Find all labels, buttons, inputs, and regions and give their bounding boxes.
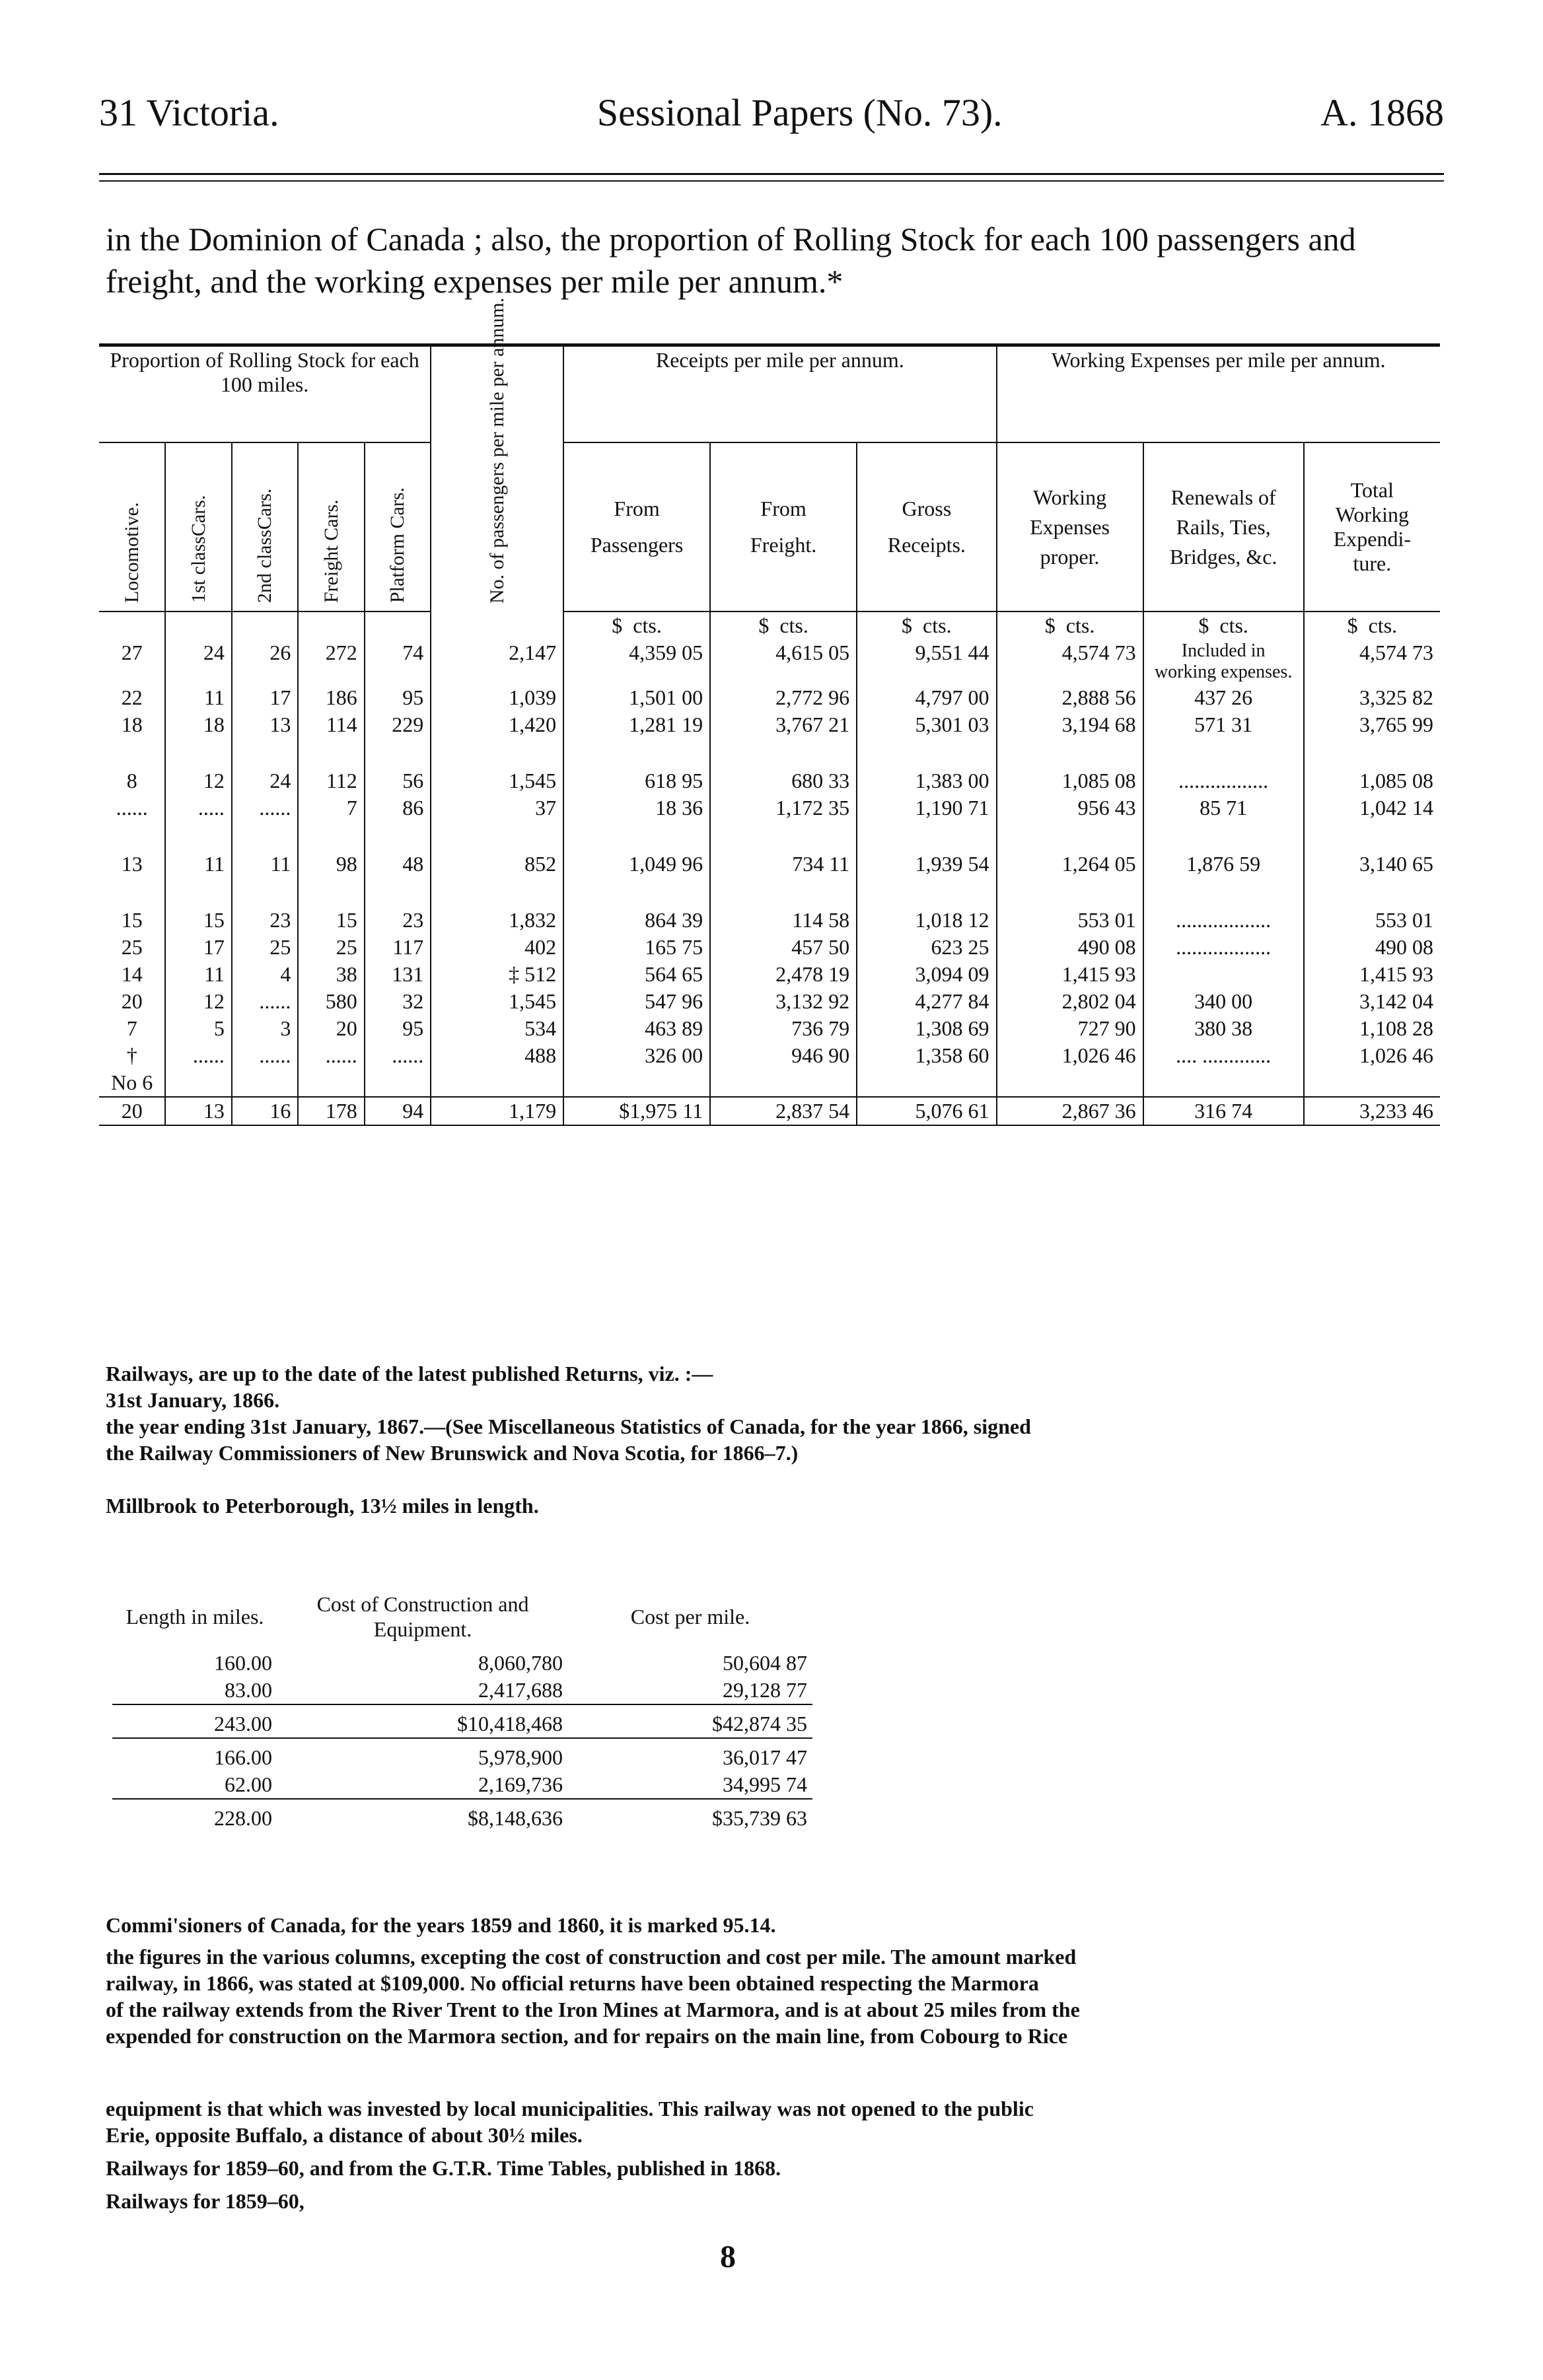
table-row — [99, 851, 1440, 878]
cell-second: ...... — [232, 988, 298, 1015]
col-platform-cars-label: Platform Cars. — [386, 487, 408, 603]
cell-fp: 618 95 — [563, 767, 710, 794]
cost-cell-per: $42,874 35 — [712, 1712, 807, 1735]
footnote-line: Millbrook to Peterborough, 13½ miles in length. — [106, 1494, 539, 1518]
table-row — [99, 794, 1440, 822]
cell-pass: 37 — [431, 794, 563, 822]
col-from-freight-header — [710, 442, 857, 612]
cost-row — [112, 1805, 812, 1832]
cell-ren: 316 74 — [1143, 1097, 1304, 1125]
unit-cts: cts. — [633, 613, 662, 637]
unit-cell — [857, 612, 996, 639]
cell-gr: 5,301 03 — [857, 711, 996, 738]
cost-cell-cost: $10,418,468 — [457, 1712, 563, 1735]
cell-ff — [710, 1069, 857, 1097]
table-row — [99, 1069, 1440, 1097]
cell-freight: 15 — [298, 907, 364, 934]
cell-tot: 3,765 99 — [1304, 711, 1440, 738]
cell-pass: 402 — [431, 934, 563, 961]
cell-we: 4,574 73 — [997, 639, 1143, 684]
cost-cell-len: 62.00 — [225, 1772, 272, 1796]
cell-gr: 3,094 09 — [857, 961, 996, 988]
cell-platform: 32 — [365, 988, 431, 1015]
cell-loco: 7 — [126, 1016, 137, 1040]
cell-platform: 86 — [365, 794, 431, 822]
cell-ren — [1143, 1069, 1304, 1097]
cost-cell-cost: 2,169,736 — [478, 1772, 563, 1796]
cell-ren: .... ............. — [1143, 1042, 1304, 1069]
cell-first: 11 — [165, 684, 231, 711]
cell-ren: 380 38 — [1143, 1015, 1304, 1042]
cell-we: 2,802 04 — [997, 988, 1143, 1015]
cell-we: 1,415 93 — [997, 961, 1143, 988]
unit-cell — [997, 612, 1143, 639]
cell-ff: 680 33 — [710, 767, 857, 794]
cell-fp: 326 00 — [563, 1042, 710, 1069]
cell-platform: 229 — [365, 711, 431, 738]
units-row — [99, 612, 1440, 639]
note-line: equipment is that which was invested by local municipalities. This railway was not opened to the public — [106, 2097, 1034, 2120]
cell-freight: ...... — [298, 1042, 364, 1069]
cost-cell-per: $35,739 63 — [712, 1806, 807, 1830]
cell-loco: 20 — [121, 989, 143, 1013]
cell-ren: .................. — [1143, 907, 1304, 934]
cost-cell-len: 83.00 — [225, 1678, 272, 1702]
cell-gr: 1,939 54 — [857, 851, 996, 878]
cell-freight: 98 — [298, 851, 364, 878]
cell-gr: 623 25 — [857, 934, 996, 961]
cell-pass: 1,545 — [431, 767, 563, 794]
cell-ff: 736 79 — [710, 1015, 857, 1042]
cell-freight: 114 — [298, 711, 364, 738]
cell-ren: 85 71 — [1143, 794, 1304, 822]
col-first-class-header — [165, 442, 231, 612]
working-expenses-line3: proper. — [1040, 544, 1100, 569]
cell-tot: 4,574 73 — [1304, 639, 1440, 684]
footnote-line: Railways, are up to the date of the latest published Returns, viz. :— — [106, 1362, 713, 1385]
note-line: Commi'sioners of Canada, for the years 1859 and 1860, it is marked 95.14. — [106, 1913, 776, 1937]
group-rolling-stock: Proportion of Rolling Stock for each 100 miles. — [99, 345, 431, 443]
cost-row-separator — [112, 1799, 812, 1805]
renewals-line2: Rails, Ties, — [1176, 514, 1271, 539]
cost-row — [112, 1771, 812, 1799]
cost-row-separator — [112, 1738, 812, 1744]
cell-loco: 25 — [121, 935, 143, 959]
cell-ff: 3,132 92 — [710, 988, 857, 1015]
rolling-stock-table — [99, 297, 1440, 1126]
cost-cell-cost: 8,060,780 — [478, 1651, 563, 1675]
note-line: the figures in the various columns, excepting the cost of construction and cost per mile. The amount marked — [106, 1945, 1077, 1969]
cell-second: 17 — [232, 684, 298, 711]
unit-cts: cts. — [1368, 613, 1398, 637]
unit-cts: cts. — [779, 613, 808, 637]
total-working-line3: Expendi- — [1333, 527, 1412, 551]
cell-first: 12 — [165, 767, 231, 794]
table-body — [99, 612, 1440, 1125]
unit-cell — [710, 612, 857, 639]
cell-ff: 2,772 96 — [710, 684, 857, 711]
cell-first: ...... — [165, 1042, 231, 1069]
cell-fp: 1,049 96 — [563, 851, 710, 878]
cell-freight: 580 — [298, 988, 364, 1015]
cell-ff: 457 50 — [710, 934, 857, 961]
cell-pass: 852 — [431, 851, 563, 878]
note-line: of the railway extends from the River Trent to the Iron Mines at Marmora, and is at about 25 miles from the — [106, 1998, 1080, 2021]
unit-dollar: $ — [758, 613, 770, 637]
cell-fp: 547 96 — [563, 988, 710, 1015]
cell-pass: 534 — [431, 1015, 563, 1042]
note-line: Railways for 1859–60, — [106, 2189, 305, 2213]
cell-we: 490 08 — [997, 934, 1143, 961]
cell-ren: 1,876 59 — [1143, 851, 1304, 878]
cost-row — [112, 1710, 812, 1738]
col-cost-per-mile-header: Cost per mile. — [630, 1605, 750, 1628]
cell-we: 1,085 08 — [997, 767, 1143, 794]
cell-loco: 8 — [126, 769, 137, 792]
group-working-expenses: Working Expenses per mile per annum. — [997, 345, 1440, 443]
cell-pass: 2,147 — [431, 639, 563, 684]
cell-tot — [1304, 1069, 1440, 1097]
cell-fp: 4,359 05 — [563, 639, 710, 684]
cell-pass: 1,832 — [431, 907, 563, 934]
unit-dollar: $ — [902, 613, 913, 637]
cell-platform: 117 — [365, 934, 431, 961]
cell-platform: 48 — [365, 851, 431, 878]
from-passengers-line2: Passengers — [590, 533, 684, 557]
cell-freight: 38 — [298, 961, 364, 988]
cost-cell-per: 50,604 87 — [723, 1651, 807, 1675]
cost-table-body — [112, 1650, 812, 1832]
table-row — [99, 934, 1440, 961]
footnote-line: the year ending 31st January, 1867.—(See Miscellaneous Statistics of Canada, for the year 1866, signed — [106, 1415, 1031, 1438]
cell-loco: 27 — [121, 641, 143, 664]
cell-pass: ‡ 512 — [431, 961, 563, 988]
cell-ff: 3,767 21 — [710, 711, 857, 738]
cell-tot: 1,042 14 — [1304, 794, 1440, 822]
cost-cell-cost: $8,148,636 — [468, 1806, 563, 1830]
header-center: Sessional Papers (No. 73). — [596, 90, 1003, 134]
col-passengers-header — [431, 297, 563, 612]
cell-freight: 112 — [298, 767, 364, 794]
total-working-line4: ture. — [1353, 551, 1392, 575]
cell-gr: 1,358 60 — [857, 1042, 996, 1069]
cell-first: 5 — [165, 1015, 231, 1042]
cell-pass — [431, 1069, 563, 1097]
cost-row-separator — [112, 1704, 812, 1710]
cell-freight: 20 — [298, 1015, 364, 1042]
cell-fp: $1,975 11 — [563, 1097, 710, 1125]
cell-gr: 1,383 00 — [857, 767, 996, 794]
col-gross-receipts-header — [857, 442, 996, 612]
cell-ff: 2,837 54 — [710, 1097, 857, 1125]
header-left: 31 Victoria. — [99, 90, 279, 134]
cell-we — [997, 1069, 1143, 1097]
col-from-passengers-header — [563, 442, 710, 612]
cost-cell-len: 243.00 — [214, 1712, 272, 1735]
cell-tot: 1,085 08 — [1304, 767, 1440, 794]
footnote-line: the Railway Commissioners of New Brunswick and Nova Scotia, for 1866–7.) — [106, 1441, 799, 1465]
note-line: Erie, opposite Buffalo, a distance of about 30½ miles. — [106, 2123, 583, 2147]
cell-fp: 864 39 — [563, 907, 710, 934]
cell-ff: 734 11 — [710, 851, 857, 878]
cell-platform: 74 — [365, 639, 431, 684]
cell-second: 26 — [232, 639, 298, 684]
cell-pass: 488 — [431, 1042, 563, 1069]
cell-gr — [857, 1069, 996, 1097]
renewals-line3: Bridges, &c. — [1169, 544, 1277, 569]
cell-second: 13 — [232, 711, 298, 738]
cell-tot: 3,140 65 — [1304, 851, 1440, 878]
col-passengers-label: No. of passengers per mile per annum. — [485, 297, 508, 604]
cell-loco: 15 — [121, 908, 143, 932]
col-total-working-header — [1304, 442, 1440, 612]
cell-gr: 1,190 71 — [857, 794, 996, 822]
cell-ren: ................. — [1143, 767, 1304, 794]
cell-ff: 946 90 — [710, 1042, 857, 1069]
unit-dollar: $ — [612, 613, 623, 637]
from-passengers-line1: From — [614, 497, 660, 520]
cell-tot: 553 01 — [1304, 907, 1440, 934]
cost-row — [112, 1744, 812, 1771]
cost-cell-len: 228.00 — [214, 1806, 272, 1830]
lower-notes-block — [106, 1912, 1447, 2214]
cell-loco: 18 — [121, 713, 143, 736]
cell-gr: 4,277 84 — [857, 988, 996, 1015]
running-header — [99, 86, 1444, 139]
cell-second: 16 — [232, 1097, 298, 1125]
cell-platform — [365, 1069, 431, 1097]
group-receipts: Receipts per mile per annum. — [563, 345, 996, 443]
cell-second: 11 — [232, 851, 298, 878]
cell-first: 24 — [165, 639, 231, 684]
cost-cell-per: 34,995 74 — [723, 1772, 807, 1796]
cell-tot: 1,108 28 — [1304, 1015, 1440, 1042]
cost-cell-len: 160.00 — [214, 1651, 272, 1675]
cell-second: 25 — [232, 934, 298, 961]
cell-platform: ...... — [365, 1042, 431, 1069]
cost-cell-per: 29,128 77 — [723, 1678, 807, 1702]
cell-ren: 571 31 — [1143, 711, 1304, 738]
cost-cell-cost: 2,417,688 — [478, 1678, 563, 1702]
cell-freight: 178 — [298, 1097, 364, 1125]
cell-loco: † — [126, 1043, 137, 1067]
table-row — [99, 684, 1440, 711]
col-freight-cars-header — [298, 442, 364, 612]
cell-gr: 1,308 69 — [857, 1015, 996, 1042]
cell-fp: 18 36 — [563, 794, 710, 822]
unit-cell — [1304, 612, 1440, 639]
cell-first: 12 — [165, 988, 231, 1015]
gross-receipts-line1: Gross — [902, 497, 952, 520]
cell-we: 1,026 46 — [997, 1042, 1143, 1069]
cell-we: 2,867 36 — [997, 1097, 1143, 1125]
cell-first: 11 — [165, 961, 231, 988]
unit-dollar: $ — [1347, 613, 1358, 637]
row-spacer — [99, 738, 1440, 767]
cost-row — [112, 1677, 812, 1704]
footnotes-block — [106, 1360, 1447, 1519]
cell-first: 13 — [165, 1097, 231, 1125]
cell-fp — [563, 1069, 710, 1097]
col-renewals-header — [1143, 442, 1304, 612]
cell-fp: 1,501 00 — [563, 684, 710, 711]
cell-freight: 272 — [298, 639, 364, 684]
cell-loco: ...... — [116, 796, 148, 820]
note-line: expended for construction on the Marmora section, and for repairs on the main line, from Cobourg to Rice — [106, 2024, 1068, 2048]
cell-first: ..... — [165, 794, 231, 822]
cell-ff: 4,615 05 — [710, 639, 857, 684]
col-second-class-header — [232, 442, 298, 612]
cell-ren: 437 26 — [1143, 684, 1304, 711]
working-expenses-line1: Working — [1032, 485, 1107, 509]
cell-pass: 1,420 — [431, 711, 563, 738]
cell-first: 11 — [165, 851, 231, 878]
table-row — [99, 907, 1440, 934]
unit-cts: cts. — [1219, 613, 1248, 637]
page-number: 8 — [720, 2239, 736, 2274]
table-row — [99, 767, 1440, 794]
cell-platform: 131 — [365, 961, 431, 988]
unit-cell — [1143, 612, 1304, 639]
row-spacer — [99, 822, 1440, 851]
row-spacer — [99, 878, 1440, 907]
unit-cell — [563, 612, 710, 639]
col-working-expenses-header — [997, 442, 1143, 612]
cell-ff: 114 58 — [710, 907, 857, 934]
cell-freight: 25 — [298, 934, 364, 961]
renewals-line1: Renewals of — [1170, 485, 1276, 509]
cost-cell-cost: 5,978,900 — [478, 1745, 563, 1769]
cell-we: 3,194 68 — [997, 711, 1143, 738]
unit-cts: cts. — [923, 613, 952, 637]
cell-gr: 5,076 61 — [857, 1097, 996, 1125]
cell-we: 2,888 56 — [997, 684, 1143, 711]
table-row — [99, 1015, 1440, 1042]
cell-pass: 1,039 — [431, 684, 563, 711]
cell-tot: 3,142 04 — [1304, 988, 1440, 1015]
cell-second: 3 — [232, 1015, 298, 1042]
col-locomotive-header — [99, 442, 165, 612]
cell-loco: No 6 — [111, 1070, 153, 1094]
cell-we: 553 01 — [997, 907, 1143, 934]
gross-receipts-line2: Receipts. — [887, 533, 966, 557]
cell-second: 4 — [232, 961, 298, 988]
cell-platform: 95 — [365, 684, 431, 711]
cell-loco: 14 — [121, 962, 143, 986]
cell-second: 24 — [232, 767, 298, 794]
col-platform-cars-header — [365, 442, 431, 612]
cell-platform: 95 — [365, 1015, 431, 1042]
cell-we: 727 90 — [997, 1015, 1143, 1042]
table-row — [99, 988, 1440, 1015]
cell-gr: 9,551 44 — [857, 639, 996, 684]
cell-freight: 7 — [298, 794, 364, 822]
cell-tot: 3,325 82 — [1304, 684, 1440, 711]
col-second-class-label: 2nd classCars. — [254, 488, 276, 603]
cell-we: 956 43 — [997, 794, 1143, 822]
cell-fp: 463 89 — [563, 1015, 710, 1042]
cell-fp: 165 75 — [563, 934, 710, 961]
cell-ren: 340 00 — [1143, 988, 1304, 1015]
working-expenses-line2: Expenses — [1030, 514, 1110, 539]
cell-platform: 94 — [365, 1097, 431, 1125]
cell-gr: 4,797 00 — [857, 684, 996, 711]
cell-tot: 1,026 46 — [1304, 1042, 1440, 1069]
cell-platform: 23 — [365, 907, 431, 934]
cell-freight: 186 — [298, 684, 364, 711]
unit-cts: cts. — [1065, 613, 1095, 637]
cell-first: 15 — [165, 907, 231, 934]
from-freight-line2: Freight. — [750, 533, 817, 557]
cell-second: ...... — [232, 1042, 298, 1069]
cell-freight — [298, 1069, 364, 1097]
cell-second: ...... — [232, 794, 298, 822]
cell-first: 18 — [165, 711, 231, 738]
cell-ren: .................. — [1143, 934, 1304, 961]
col-locomotive-label: Locomotive. — [120, 502, 143, 603]
col-length-header: Length in miles. — [126, 1605, 264, 1628]
total-working-line2: Working — [1335, 503, 1409, 526]
cell-gr: 1,018 12 — [857, 907, 996, 934]
total-working-line1: Total — [1350, 478, 1394, 502]
cost-cell-per: 36,017 47 — [723, 1745, 807, 1769]
footnote-line: 31st January, 1866. — [106, 1388, 280, 1412]
table-row — [99, 639, 1440, 684]
unit-dollar: $ — [1198, 613, 1209, 637]
col-cost-header: Cost of Construction and Equipment. — [316, 1592, 529, 1641]
cell-ren — [1143, 961, 1304, 988]
construction-cost-table — [112, 1592, 812, 1832]
header-right: A. 1868 — [1320, 90, 1444, 134]
col-freight-cars-label: Freight Cars. — [320, 499, 342, 603]
cell-tot: 1,415 93 — [1304, 961, 1440, 988]
table-row — [99, 1042, 1440, 1069]
cell-loco: 22 — [121, 685, 143, 709]
cell-ren: Included in working expenses. — [1143, 639, 1304, 684]
cell-tot: 3,233 46 — [1304, 1097, 1440, 1125]
cell-ff: 2,478 19 — [710, 961, 857, 988]
cell-ff: 1,172 35 — [710, 794, 857, 822]
note-line: Railways for 1859–60, and from the G.T.R. Time Tables, published in 1868. — [106, 2156, 781, 2180]
intro-text: in the Dominion of Canada ; also, the proportion of Rolling Stock for each 100 passengers and freight, and the working expenses per mile per annum.* — [106, 221, 1356, 300]
cell-platform: 56 — [365, 767, 431, 794]
cell-pass: 1,545 — [431, 988, 563, 1015]
cell-second — [232, 1069, 298, 1097]
cell-we: 1,264 05 — [997, 851, 1143, 878]
note-line: railway, in 1866, was stated at $109,000. No official returns have been obtained respecting the Marmora — [106, 1971, 1039, 1995]
table-row — [99, 711, 1440, 738]
cell-loco: 20 — [99, 1097, 165, 1125]
cost-row — [112, 1650, 812, 1677]
cell-tot: 490 08 — [1304, 934, 1440, 961]
header-rule — [99, 173, 1444, 175]
cell-fp: 1,281 19 — [563, 711, 710, 738]
table-total-row — [99, 1097, 1440, 1125]
cost-cell-len: 166.00 — [214, 1745, 272, 1769]
cell-loco: 13 — [121, 852, 143, 876]
cell-pass: 1,179 — [431, 1097, 563, 1125]
cell-first — [165, 1069, 231, 1097]
from-freight-line1: From — [760, 497, 807, 520]
col-first-class-label: 1st classCars. — [187, 495, 209, 603]
unit-dollar: $ — [1044, 613, 1056, 637]
cell-fp: 564 65 — [563, 961, 710, 988]
cell-second: 23 — [232, 907, 298, 934]
table-row — [99, 961, 1440, 988]
cell-first: 17 — [165, 934, 231, 961]
